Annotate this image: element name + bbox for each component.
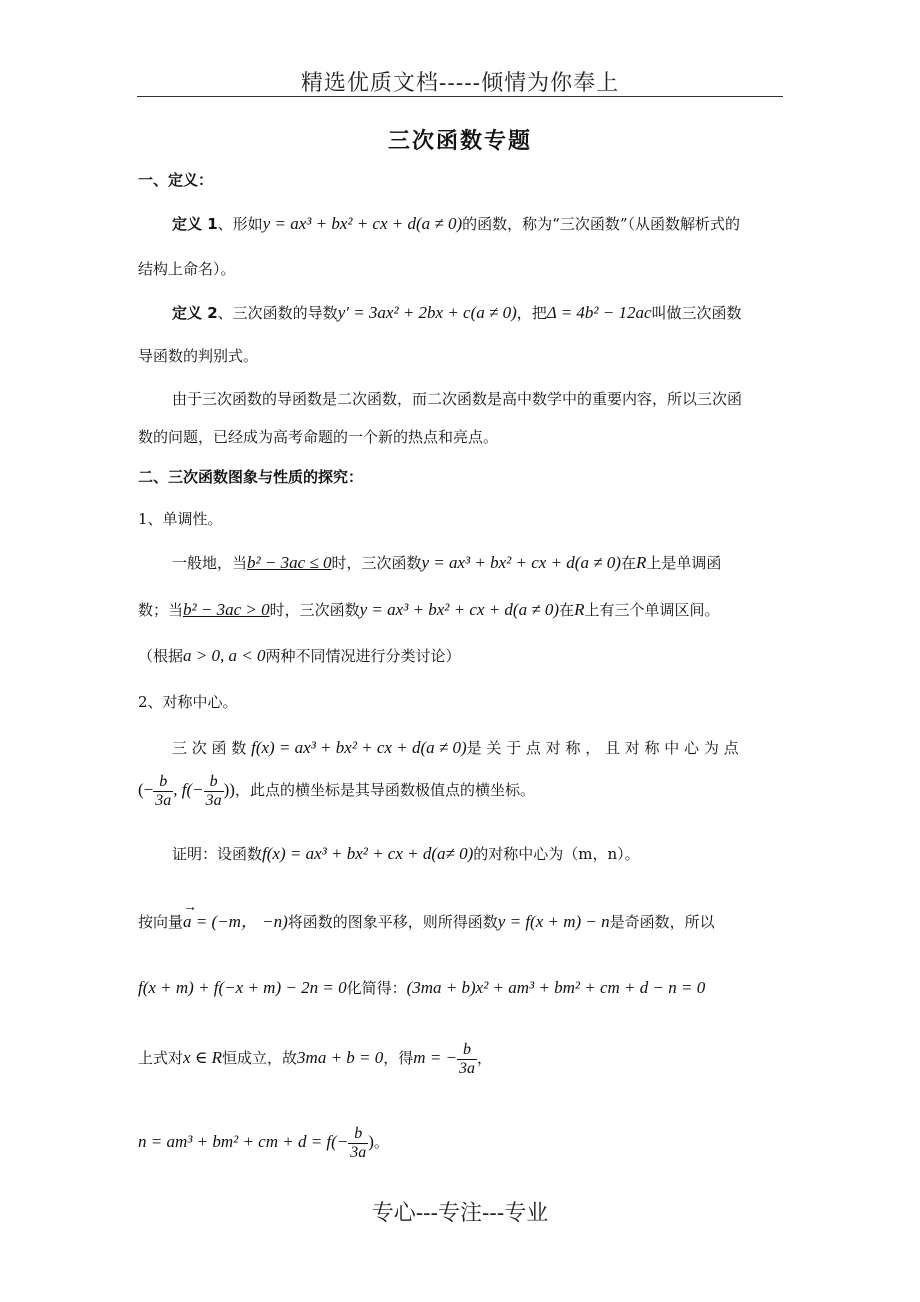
def2-mid: ，把 bbox=[516, 304, 547, 322]
sym-frac2-den: 3a bbox=[205, 791, 222, 809]
vec-pre: 按向量 bbox=[138, 913, 184, 931]
mono-l2-post: 上有三个单调区间。 bbox=[584, 601, 720, 619]
cond-fraction bbox=[457, 1041, 477, 1078]
mono-l3-pre: （根据 bbox=[138, 647, 184, 665]
vector-arrow-icon: → bbox=[183, 900, 198, 915]
monotonicity-line-2 bbox=[138, 600, 720, 620]
mono-l2-pre: 数；当 bbox=[138, 601, 184, 619]
def1-formula: y = ax³ + bx² + cx + d(a ≠ 0) bbox=[262, 214, 463, 233]
eq1-result: (3ma + b)x² + am³ + bm² + cm + d − n = 0 bbox=[406, 978, 706, 997]
def2-post: 叫做三次函数 bbox=[651, 304, 742, 322]
def1-post: 的函数，称为“三次函数”（从函数解析式的 bbox=[462, 215, 740, 233]
n-frac-den: 3a bbox=[350, 1143, 367, 1161]
mono-l1-formula: y = ax³ + bx² + cx + d(a ≠ 0) bbox=[421, 553, 621, 572]
n-fraction bbox=[348, 1125, 368, 1162]
def2-delta: Δ = 4b² − 12ac bbox=[546, 303, 652, 322]
def2-label: 定义 2 bbox=[172, 304, 218, 322]
paragraph-1-line-1: 由于三次函数的导函数是二次函数，而二次函数是高中数学中的重要内容，所以三次函 bbox=[172, 390, 743, 408]
mono-l1-post: 上是单调函 bbox=[646, 554, 722, 572]
cond-mid: 恒成立，故 bbox=[222, 1049, 298, 1067]
vec-a-letter: a bbox=[183, 912, 192, 931]
cond-frac-den: 3a bbox=[459, 1059, 476, 1077]
eq1-formula: f(x + m) + f(−x + m) − 2n = 0 bbox=[138, 978, 347, 997]
mono-l2-condition: b² − 3ac > 0 bbox=[183, 600, 270, 619]
mono-l1-condition: b² − 3ac ≤ 0 bbox=[247, 553, 332, 572]
def1-label: 定义 1 bbox=[172, 215, 218, 233]
definition-2-cont: 导函数的判别式。 bbox=[138, 347, 259, 365]
symmetry-line-2 bbox=[138, 772, 535, 810]
vec-mid: 将函数的图象平移，则所得函数 bbox=[287, 913, 498, 931]
header-divider bbox=[137, 96, 783, 97]
mono-l1-mid: 时，三次函数 bbox=[331, 554, 422, 572]
monotonicity-line-1 bbox=[172, 553, 721, 573]
vec-value: = (−m， −n) bbox=[191, 912, 288, 931]
sym-l1-post: 是 关 于 点 对 称 ， 且 对 称 中 心 为 点 bbox=[466, 739, 739, 757]
symmetry-heading: 2、对称中心。 bbox=[138, 693, 238, 711]
sym-fraction-2 bbox=[204, 773, 224, 810]
cond-post: ， bbox=[477, 1049, 493, 1067]
mono-l1-pre: 一般地，当 bbox=[172, 554, 248, 572]
proof-formula: f(x) = ax³ + bx² + cx + d(a≠ 0) bbox=[262, 844, 474, 863]
n-close: ) bbox=[368, 1132, 374, 1151]
document-title: 三次函数专题 bbox=[387, 129, 532, 154]
def1-pre: 、形如 bbox=[217, 215, 263, 233]
n-value-line bbox=[138, 1124, 389, 1162]
page-header: 精选优质文档-----倾情为你奉上 bbox=[300, 71, 620, 96]
mono-l2-mid2: 在 bbox=[559, 601, 575, 619]
page-footer: 专心---专注---专业 bbox=[371, 1201, 549, 1226]
definition-1 bbox=[172, 214, 740, 234]
mono-l2-mid: 时，三次函数 bbox=[269, 601, 360, 619]
mono-l1-R: R bbox=[635, 553, 647, 572]
sym-frac2-num: b bbox=[204, 773, 224, 792]
cond-m: m = − bbox=[413, 1048, 458, 1067]
section-heading-properties: 二、三次函数图象与性质的探究： bbox=[138, 468, 364, 486]
condition-line bbox=[138, 1040, 492, 1078]
symmetry-line-1 bbox=[172, 738, 739, 758]
mono-l1-mid2: 在 bbox=[620, 554, 636, 572]
def2-formula: y′ = 3ax² + 2bx + c(a ≠ 0) bbox=[337, 303, 517, 322]
cond-x: x ∈ R bbox=[183, 1048, 223, 1067]
def2-pre: 、三次函数的导数 bbox=[217, 304, 338, 322]
section-heading-definition: 一、定义： bbox=[138, 171, 214, 189]
proof-line bbox=[172, 844, 640, 864]
cond-frac-num: b bbox=[457, 1041, 477, 1060]
sym-l1-pre: 三 次 函 数 bbox=[172, 739, 247, 757]
vec-post: 是奇函数，所以 bbox=[609, 913, 715, 931]
cond-pre: 上式对 bbox=[138, 1049, 184, 1067]
n-post: 。 bbox=[373, 1133, 389, 1151]
sym-l2-open: (− bbox=[138, 780, 154, 799]
eq1-mid: 化简得： bbox=[346, 979, 407, 997]
mono-l3-condition: a > 0, a < 0 bbox=[183, 646, 266, 665]
monotonicity-heading: 1、单调性。 bbox=[138, 510, 223, 528]
sym-frac1-num: b bbox=[153, 773, 173, 792]
mono-l2-R: R bbox=[574, 600, 585, 619]
vector-line bbox=[138, 900, 715, 932]
monotonicity-line-3 bbox=[138, 646, 460, 666]
cond-mid2: ，得 bbox=[383, 1049, 414, 1067]
mono-l3-post: 两种不同情况进行分类讨论） bbox=[265, 647, 461, 665]
n-formula: n = am³ + bm² + cm + d = f(− bbox=[138, 1132, 349, 1151]
proof-post: 的对称中心为（m，n）。 bbox=[473, 845, 640, 863]
vector-a bbox=[183, 900, 198, 932]
mono-l2-formula: y = ax³ + bx² + cx + d(a ≠ 0) bbox=[359, 600, 560, 619]
sym-frac1-den: 3a bbox=[155, 791, 172, 809]
vec-formula: y = f(x + m) − n bbox=[497, 912, 610, 931]
cond-eq: 3ma + b = 0 bbox=[297, 1048, 384, 1067]
sym-l2-close: )) bbox=[223, 780, 235, 799]
sym-fraction-1 bbox=[153, 773, 173, 810]
paragraph-1-line-2: 数的问题，已经成为高考命题的一个新的热点和亮点。 bbox=[138, 428, 499, 446]
n-frac-num: b bbox=[348, 1125, 368, 1144]
proof-pre: 证明：设函数 bbox=[172, 845, 263, 863]
sym-l2-post: ，此点的横坐标是其导函数极值点的横坐标。 bbox=[234, 781, 535, 799]
sym-l2-mid: , f(− bbox=[173, 780, 204, 799]
equation-line-1 bbox=[138, 978, 705, 998]
definition-2 bbox=[172, 303, 742, 323]
definition-1-cont: 结构上命名）。 bbox=[138, 260, 236, 278]
sym-l1-formula: f(x) = ax³ + bx² + cx + d(a ≠ 0) bbox=[251, 738, 467, 757]
